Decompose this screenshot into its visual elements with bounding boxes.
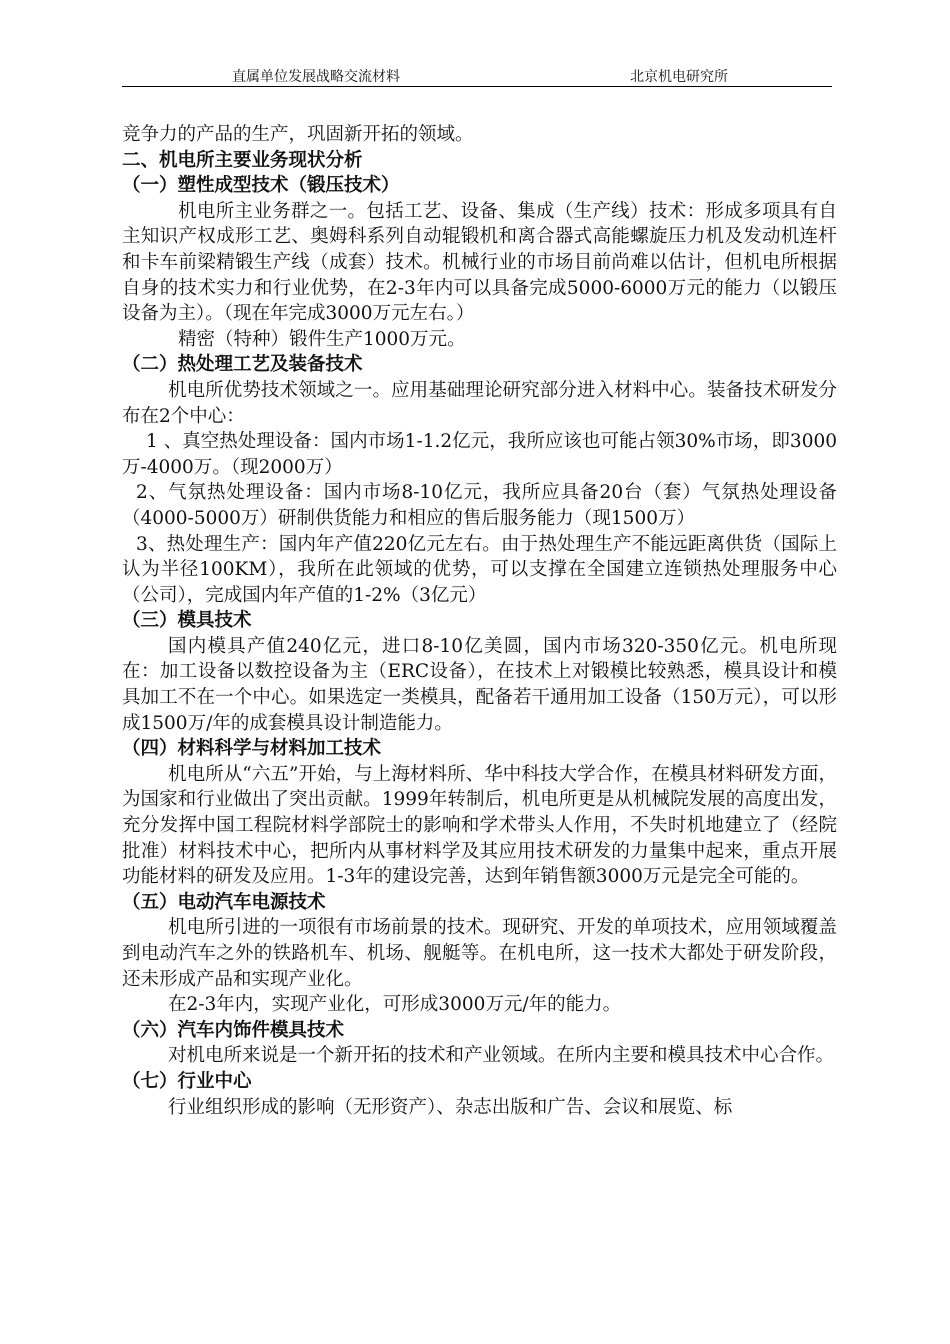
paragraph: 在2-3年内，实现产业化，可形成3000万元/年的能力。: [168, 994, 622, 1016]
paragraph: 机电所从“六五”开始，与上海材料所、华中科技大学合作，在模具材料研发方面，为国家和行业做出了突出贡献。1999年转制后，机电所更是从机械院发展的高度出发，充分发挥中国工程院材料学部院士的影响和学术带头人作用，不失时机地建立了（经院批准）材料技术中心，把所内从事材料学及其应用技术研发的力量集中起来，重点开展功能材料的研发及应用。1-3年的建设完善，达到年销售额3000万元是完全可能的。: [122, 763, 837, 888]
subsection-heading: （四）材料科学与材料加工技术: [122, 738, 382, 760]
page-header: [122, 64, 832, 87]
header-left-text: 直属单位发展战略交流材料: [232, 69, 400, 85]
paragraph: 对机电所来说是一个新开拓的技术和产业领域。在所内主要和模具技术中心合作。: [168, 1045, 835, 1067]
section-heading: 二、机电所主要业务现状分析: [122, 149, 363, 171]
paragraph: 竞争力的产品的生产，巩固新开拓的领域。: [122, 124, 474, 145]
header-right-text: 北京机电研究所: [630, 69, 728, 85]
document-body: [122, 122, 837, 1120]
list-item: 1 、真空热处理设备：国内市场1-1.2亿元，我所应该也可能占领30%市场，即3000万-4000万。（现2000万）: [122, 431, 837, 478]
subsection-heading: （一）塑性成型技术（锻压技术）: [122, 175, 400, 197]
list-item: 3、热处理生产：国内年产值220亿元左右。由于热处理生产不能远距离供货（国际上认为半径100KM），我所在此领域的优势，可以支撑在全国建立连锁热处理服务中心（公司），完成国内年产值的1-2%（3亿元）: [122, 533, 837, 606]
subsection-heading: （五）电动汽车电源技术: [122, 891, 326, 913]
subsection-heading: （六）汽车内饰件模具技术: [122, 1019, 345, 1041]
paragraph: 行业组织形成的影响（无形资产）、杂志出版和广告、会议和展览、标: [168, 1096, 733, 1118]
subsection-heading: （七）行业中心: [122, 1070, 252, 1092]
list-item: 2、气氛热处理设备：国内市场8-10亿元，我所应具备20台（套）气氛热处理设备（4000-5000万）研制供货能力和相应的售后服务能力（现1500万）: [122, 482, 837, 529]
subsection-heading: （二）热处理工艺及装备技术: [122, 354, 363, 376]
subsection-heading: （三）模具技术: [122, 610, 252, 632]
paragraph: 机电所引进的一项很有市场前景的技术。现研究、开发的单项技术，应用领域覆盖到电动汽车之外的铁路机车、机场、舰艇等。在机电所，这一技术大都处于研发阶段，还未形成产品和实现产业化。: [122, 917, 837, 990]
paragraph: 国内模具产值240亿元，进口8-10亿美圆，国内市场320-350亿元。机电所现在：加工设备以数控设备为主（ERC设备），在技术上对锻模比较熟悉，模具设计和模具加工不在一个中心。如果选定一类模具，配备若干通用加工设备（150万元），可以形成1500万/年的成套模具设计制造能力。: [122, 635, 837, 734]
paragraph: 精密（特种）锻件生产1000万元。: [178, 328, 466, 350]
paragraph: 机电所优势技术领域之一。应用基础理论研究部分进入材料中心。装备技术研发分布在2个中心：: [122, 379, 837, 427]
paragraph: 机电所主业务群之一。包括工艺、设备、集成（生产线）技术：形成多项具有自主知识产权成形工艺、奥姆科系列自动辊锻机和离合器式高能螺旋压力机及发动机连杆和卡车前梁精锻生产线（成套）技术。机械行业的市场目前尚难以估计，但机电所根据自身的技术实力和行业优势，在2-3年内可以具备完成5000-6000万元的能力（以锻压设备为主）。（现在年完成3000万元左右。）: [122, 200, 837, 325]
